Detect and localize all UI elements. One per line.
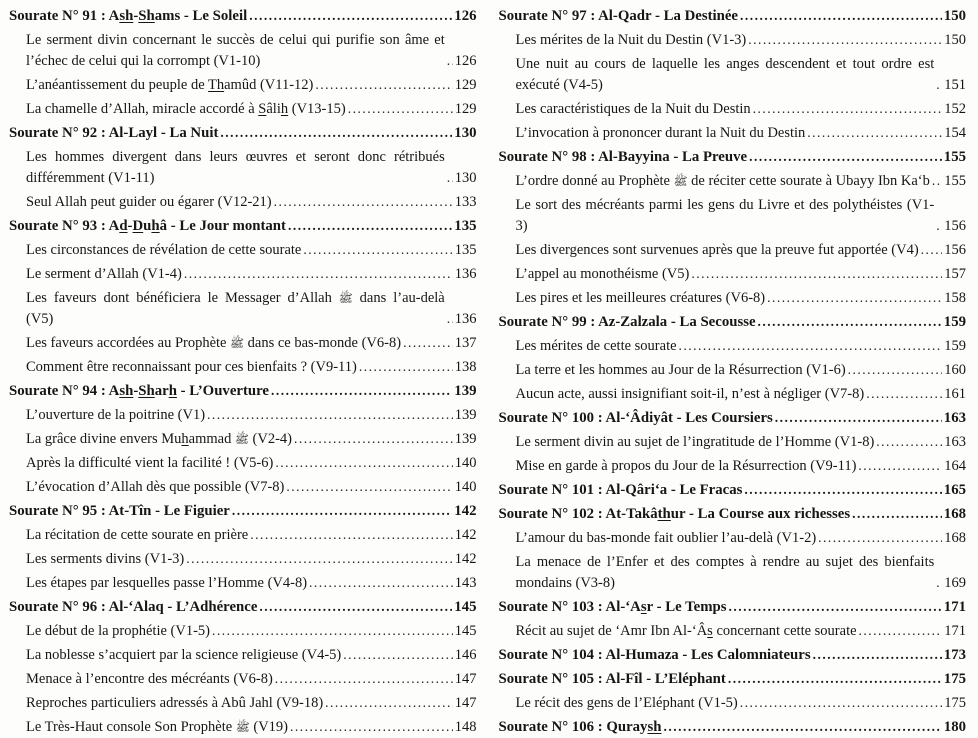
- dot-leader: [249, 11, 452, 27]
- toc-sub-entry: [9, 99, 477, 120]
- entry-title: L’ouverture de la poitrine (V1): [26, 407, 206, 423]
- entry-title: Comment être reconnaissant pour ces bienfaits ? (V9-11): [26, 359, 357, 375]
- dot-leader: [876, 437, 942, 453]
- dot-leader: [290, 722, 453, 738]
- entry-title: La récitation de cette sourate en prière: [26, 527, 249, 543]
- dot-leader: [866, 389, 942, 405]
- dot-leader: [348, 104, 453, 120]
- dot-leader: [207, 410, 453, 426]
- toc-sub-entry: [9, 693, 477, 714]
- entry-title: Sourate N° 100 : Al-‘Âdiyât - Les Coursiers: [498, 410, 773, 426]
- entry-page-number: 151: [944, 77, 966, 93]
- toc-chapter-entry: [499, 504, 967, 525]
- toc-sub-entry: [499, 360, 967, 381]
- toc-column-right: [499, 5, 967, 738]
- dot-leader: [315, 80, 452, 96]
- entry-page-number: 171: [944, 623, 966, 639]
- dot-leader: [220, 128, 452, 144]
- toc-sub-entry: [9, 75, 477, 96]
- entry-page-number: 136: [454, 266, 477, 282]
- prophet-honorific-icon: ﷺ: [234, 432, 249, 446]
- entry-page-number: 142: [454, 551, 477, 567]
- dot-leader: [447, 56, 453, 72]
- entry-title: Le sort des mécréants parmi les gens du Livre et des polythéistes (V1-3): [515, 197, 935, 234]
- entry-title: Sourate N° 92 : Al-Layl - La Nuit: [9, 125, 219, 141]
- entry-page-number: 169: [944, 575, 966, 591]
- entry-title: Sourate N° 96 : Al-‘Alaq - L’Adhérence: [9, 599, 258, 615]
- entry-title: Récit au sujet de ‘Amr Ibn Al-‘Âs concernant cette sourate: [515, 623, 857, 639]
- entry-page-number: 171: [943, 599, 966, 615]
- dot-leader: [729, 602, 942, 618]
- toc-sub-entry: [9, 645, 477, 666]
- entry-title: La chamelle d’Allah, miracle accordé à Sâlih (V13-15): [26, 101, 346, 117]
- toc-sub-entry: [499, 264, 967, 285]
- entry-title: Sourate N° 97 : Al-Qadr - La Destinée: [498, 8, 738, 24]
- dot-leader: [359, 362, 453, 378]
- entry-title: Menace à l’encontre des mécréants (V6-8): [26, 671, 273, 687]
- dot-leader: [807, 128, 942, 144]
- entry-page-number: 135: [454, 242, 477, 258]
- dot-leader: [749, 152, 942, 168]
- toc-sub-entry: [499, 30, 967, 51]
- toc-sub-entry: [499, 240, 967, 261]
- entry-page-number: 142: [454, 527, 477, 543]
- entry-page-number: 164: [944, 458, 966, 474]
- dot-leader: [447, 173, 453, 189]
- entry-page-number: 168: [943, 506, 966, 522]
- entry-page-number: 161: [944, 386, 966, 402]
- toc-sub-entry: [499, 552, 967, 594]
- entry-title: Après la difficulté vient la facilité ! (V5-6): [26, 455, 274, 471]
- dot-leader: [259, 602, 452, 618]
- entry-page-number: 140: [454, 455, 477, 471]
- toc-sub-entry: [499, 99, 967, 120]
- toc-chapter-entry: [9, 123, 477, 144]
- entry-title: Mise en garde à propos du Jour de la Résurrection (V9-11): [515, 458, 857, 474]
- entry-title: Le serment d’Allah (V1-4): [26, 266, 182, 282]
- toc-chapter-entry: [499, 480, 967, 501]
- toc-sub-entry: [499, 528, 967, 549]
- entry-page-number: 157: [944, 266, 966, 282]
- entry-title: Le serment divin concernant le succès de celui qui purifie son âme et l’échec de celui qui la corrompt (V1-10): [26, 32, 445, 69]
- entry-page-number: 142: [454, 503, 477, 519]
- toc-sub-entry: [9, 192, 477, 213]
- entry-page-number: 139: [454, 407, 477, 423]
- entry-title: Une nuit au cours de laquelle les anges descendent et tout ordre est exécuté (V4-5): [515, 56, 935, 93]
- toc-sub-entry: [499, 432, 967, 453]
- dot-leader: [232, 506, 452, 522]
- entry-title: Le début de la prophétie (V1-5): [26, 623, 210, 639]
- toc-sub-entry: [499, 456, 967, 477]
- dot-leader: [848, 365, 943, 381]
- toc-chapter-entry: [9, 597, 477, 618]
- dot-leader: [294, 434, 453, 450]
- dot-leader: [286, 482, 452, 498]
- dot-leader: [744, 485, 941, 501]
- dot-leader: [343, 650, 453, 666]
- toc-sub-entry: [9, 477, 477, 498]
- dot-leader: [691, 269, 942, 285]
- toc-sub-entry: [9, 573, 477, 594]
- entry-title: Sourate N° 103 : Al-‘Asr - Le Temps: [498, 599, 727, 615]
- entry-page-number: 147: [454, 671, 477, 687]
- entry-page-number: 136: [454, 311, 477, 327]
- toc-chapter-entry: [9, 381, 477, 402]
- entry-page-number: 165: [943, 482, 966, 498]
- dot-leader: [250, 530, 453, 546]
- dot-leader: [936, 80, 942, 96]
- toc-chapter-entry: [499, 312, 967, 333]
- toc-sub-entry: [9, 357, 477, 378]
- toc-chapter-entry: [499, 645, 967, 666]
- entry-title: Sourate N° 105 : Al-Fîl - L’Eléphant: [498, 671, 726, 687]
- entry-title: Le Très-Haut console Son Prophète ﷺ (V19): [26, 719, 288, 735]
- dot-leader: [186, 554, 452, 570]
- dot-leader: [303, 245, 452, 261]
- entry-title: Les pires et les meilleures créatures (V6-8): [515, 290, 766, 306]
- toc-sub-entry: [499, 195, 967, 237]
- entry-page-number: 156: [944, 242, 966, 258]
- entry-page-number: 168: [944, 530, 966, 546]
- entry-title: Sourate N° 98 : Al-Bayyina - La Preuve: [498, 149, 748, 165]
- dot-leader: [932, 176, 942, 192]
- toc-sub-entry: [9, 264, 477, 285]
- toc-sub-entry: [499, 54, 967, 96]
- dot-leader: [813, 650, 942, 666]
- toc-sub-entry: [499, 384, 967, 405]
- entry-title: L’anéantissement du peuple de Thamûd (V11-12): [26, 77, 314, 93]
- entry-page-number: 145: [454, 623, 477, 639]
- entry-page-number: 133: [454, 194, 477, 210]
- entry-page-number: 155: [944, 173, 966, 189]
- entry-title: Seul Allah peut guider ou égarer (V12-21): [26, 194, 272, 210]
- dot-leader: [936, 578, 942, 594]
- toc-sub-entry: [9, 717, 477, 738]
- entry-page-number: 126: [454, 53, 477, 69]
- entry-title: Les faveurs accordées au Prophète ﷺ dans ce bas-monde (V6-8): [26, 335, 402, 351]
- toc-column-left: [9, 5, 477, 738]
- prophet-honorific-icon: ﷺ: [230, 336, 245, 350]
- entry-page-number: 137: [454, 335, 477, 351]
- toc-sub-entry: [9, 147, 477, 189]
- dot-leader: [740, 11, 942, 27]
- entry-title: Les mérites de cette sourate: [515, 338, 677, 354]
- entry-title: Les étapes par lesquelles passe l’Homme (V4-8): [26, 575, 308, 591]
- entry-title: La menace de l’Enfer et des comptes à rendre au sujet des bienfaits mondains (V3-8): [515, 554, 935, 591]
- entry-page-number: 126: [454, 8, 477, 24]
- toc-sub-entry: [499, 621, 967, 642]
- entry-title: Le récit des gens de l’Eléphant (V1-5): [515, 695, 738, 711]
- entry-page-number: 138: [454, 359, 477, 375]
- entry-page-number: 148: [454, 719, 477, 735]
- toc-sub-entry: [9, 405, 477, 426]
- dot-leader: [275, 674, 453, 690]
- entry-page-number: 130: [454, 125, 477, 141]
- entry-page-number: 154: [944, 125, 966, 141]
- entry-title: Reproches particuliers adressés à Abû Jahl (V9-18): [26, 695, 324, 711]
- toc-sub-entry: [9, 240, 477, 261]
- toc-sub-entry: [9, 453, 477, 474]
- toc-sub-entry: [499, 336, 967, 357]
- dot-leader: [859, 626, 943, 642]
- toc-sub-entry: [9, 30, 477, 72]
- dot-leader: [274, 197, 453, 213]
- toc-sub-entry: [9, 429, 477, 450]
- entry-title: L’appel au monothéisme (V5): [515, 266, 690, 282]
- entry-title: Sourate N° 95 : At-Tîn - Le Figuier: [9, 503, 230, 519]
- toc-chapter-entry: [9, 216, 477, 237]
- toc-sub-entry: [9, 669, 477, 690]
- entry-title: Les caractéristiques de la Nuit du Destin: [515, 101, 751, 117]
- dot-leader: [288, 221, 452, 237]
- entry-page-number: 173: [943, 647, 966, 663]
- toc-sub-entry: [9, 333, 477, 354]
- dot-leader: [309, 578, 453, 594]
- entry-title: Sourate N° 94 : Ash-Sharh - L’Ouverture: [9, 383, 269, 399]
- toc-sub-entry: [499, 693, 967, 714]
- entry-page-number: 155: [943, 149, 966, 165]
- entry-page-number: 135: [454, 218, 477, 234]
- dot-leader: [858, 461, 942, 477]
- dot-leader: [767, 293, 942, 309]
- entry-page-number: 139: [454, 383, 477, 399]
- toc-chapter-entry: [499, 6, 967, 27]
- dot-leader: [936, 221, 942, 237]
- dot-leader: [753, 104, 943, 120]
- dot-leader: [663, 722, 941, 738]
- entry-title: Les divergences sont survenues après que la preuve fut apportée (V4): [515, 242, 919, 258]
- dot-leader: [775, 413, 942, 429]
- dot-leader: [852, 509, 942, 525]
- entry-page-number: 163: [943, 410, 966, 426]
- entry-page-number: 163: [944, 434, 966, 450]
- toc-chapter-entry: [499, 147, 967, 168]
- dot-leader: [275, 458, 452, 474]
- entry-title: Sourate N° 99 : Az-Zalzala - La Secousse: [498, 314, 756, 330]
- entry-page-number: 139: [454, 431, 477, 447]
- entry-page-number: 152: [944, 101, 966, 117]
- entry-page-number: 150: [943, 8, 966, 24]
- entry-title: Le serment divin au sujet de l’ingratitude de l’Homme (V1-8): [515, 434, 875, 450]
- entry-title: Les hommes divergent dans leurs œuvres et seront donc rétribués différemment (V1-11): [26, 149, 445, 186]
- toc-sub-entry: [499, 171, 967, 192]
- toc-chapter-entry: [9, 6, 477, 27]
- entry-page-number: 175: [943, 671, 966, 687]
- prophet-honorific-icon: ﷺ: [338, 291, 353, 305]
- toc-chapter-entry: [499, 717, 967, 738]
- entry-page-number: 129: [454, 101, 477, 117]
- entry-page-number: 140: [454, 479, 477, 495]
- entry-title: L’amour du bas-monde fait oublier l’au-delà (V1-2): [515, 530, 817, 546]
- toc-sub-entry: [9, 525, 477, 546]
- entry-title: L’invocation à prononcer durant la Nuit du Destin: [515, 125, 806, 141]
- entry-page-number: 130: [454, 170, 477, 186]
- dot-leader: [403, 338, 453, 354]
- prophet-honorific-icon: ﷺ: [235, 720, 250, 734]
- toc-sub-entry: [499, 123, 967, 144]
- entry-page-number: 160: [944, 362, 966, 378]
- dot-leader: [748, 35, 942, 51]
- entry-page-number: 158: [944, 290, 966, 306]
- dot-leader: [271, 386, 452, 402]
- prophet-honorific-icon: ﷺ: [673, 174, 688, 188]
- entry-page-number: 150: [944, 32, 966, 48]
- dot-leader: [679, 341, 943, 357]
- entry-page-number: 180: [943, 719, 966, 735]
- entry-title: Sourate N° 93 : Ad-Duhâ - Le Jour montant: [9, 218, 286, 234]
- entry-title: Sourate N° 101 : Al-Qâri‘a - Le Fracas: [498, 482, 743, 498]
- dot-leader: [325, 698, 453, 714]
- entry-page-number: 143: [454, 575, 477, 591]
- dot-leader: [184, 269, 453, 285]
- entry-page-number: 146: [454, 647, 477, 663]
- dot-leader: [728, 674, 942, 690]
- entry-title: La noblesse s’acquiert par la science religieuse (V4-5): [26, 647, 342, 663]
- entry-title: Sourate N° 104 : Al-Humaza - Les Calomniateurs: [498, 647, 811, 663]
- dot-leader: [447, 314, 453, 330]
- entry-page-number: 175: [944, 695, 966, 711]
- dot-leader: [740, 698, 943, 714]
- toc-sub-entry: [9, 549, 477, 570]
- toc-sub-entry: [499, 288, 967, 309]
- entry-title: Les serments divins (V1-3): [26, 551, 185, 567]
- entry-page-number: 145: [454, 599, 477, 615]
- entry-title: L’évocation d’Allah dès que possible (V7-8): [26, 479, 285, 495]
- entry-title: Sourate N° 91 : Ash-Shams - Le Soleil: [9, 8, 248, 24]
- entry-page-number: 147: [454, 695, 477, 711]
- entry-title: Aucun acte, aussi insignifiant soit-il, n’est à négliger (V7-8): [515, 386, 865, 402]
- entry-page-number: 159: [944, 338, 966, 354]
- toc-chapter-entry: [499, 597, 967, 618]
- entry-page-number: 129: [454, 77, 477, 93]
- dot-leader: [758, 317, 942, 333]
- toc-chapter-entry: [499, 669, 967, 690]
- dot-leader: [212, 626, 453, 642]
- entry-title: Les mérites de la Nuit du Destin (V1-3): [515, 32, 747, 48]
- entry-page-number: 159: [943, 314, 966, 330]
- entry-title: L’ordre donné au Prophète ﷺ de réciter cette sourate à Ubayy Ibn Ka‘b: [515, 173, 930, 189]
- entry-title: Sourate N° 102 : At-Takâthur - La Course aux richesses: [498, 506, 851, 522]
- entry-title: La terre et les hommes au Jour de la Résurrection (V1-6): [515, 362, 846, 378]
- toc-chapter-entry: [9, 501, 477, 522]
- dot-leader: [818, 533, 942, 549]
- entry-title: Les circonstances de révélation de cette sourate: [26, 242, 302, 258]
- entry-title: Les faveurs dont bénéficiera le Messager d’Allah ﷺ dans l’au-delà (V5): [26, 290, 445, 327]
- entry-title: La grâce divine envers Muhammad ﷺ (V2-4): [26, 431, 292, 447]
- entry-title: Sourate N° 106 : Quraysh: [498, 719, 662, 735]
- entry-page-number: 156: [944, 218, 966, 234]
- toc-sub-entry: [9, 288, 477, 330]
- dot-leader: [921, 245, 943, 261]
- toc-chapter-entry: [499, 408, 967, 429]
- toc-sub-entry: [9, 621, 477, 642]
